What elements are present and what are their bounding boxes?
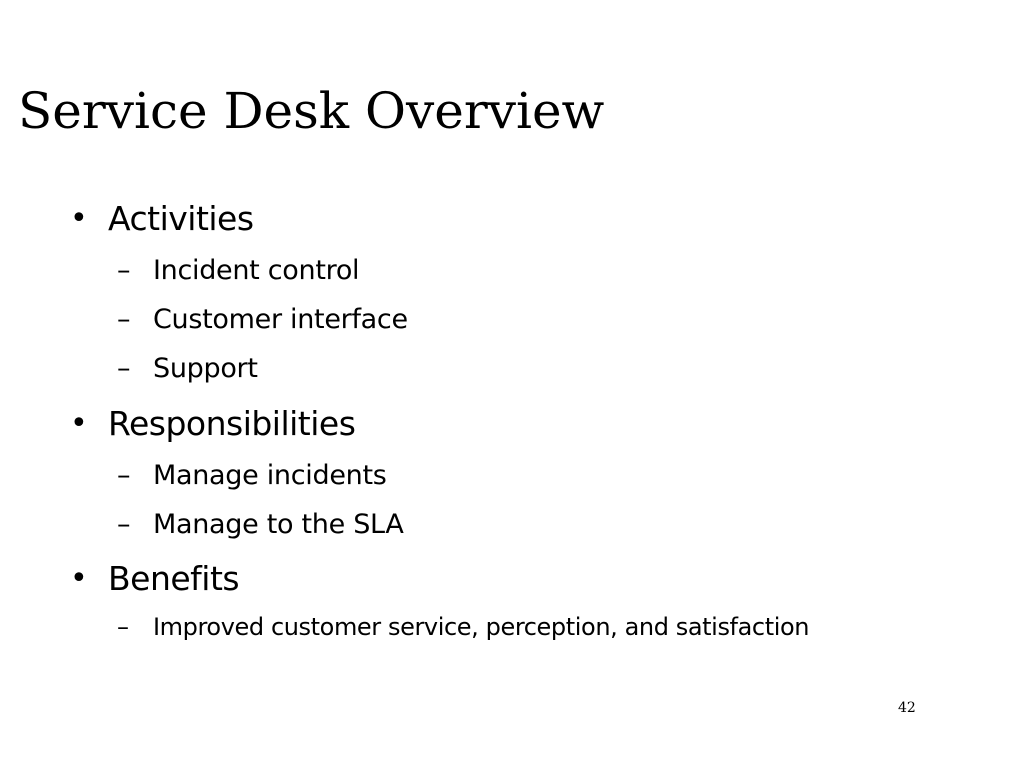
dash-icon: – — [117, 304, 131, 335]
slide-title: Service Desk Overview — [18, 82, 605, 140]
dash-icon: – — [117, 353, 131, 384]
dash-icon: – — [117, 509, 131, 540]
bullet-label: Activities — [108, 199, 254, 238]
dash-icon: – — [117, 613, 129, 641]
subbullet-label: Support — [153, 353, 258, 384]
subbullet-label: Customer interface — [153, 304, 408, 335]
subbullet-label: Incident control — [153, 255, 360, 286]
bullet-label: Responsibilities — [108, 404, 356, 443]
subbullet-label: Improved customer service, perception, and satisfaction — [153, 613, 810, 641]
subbullet-label: Manage incidents — [153, 460, 387, 491]
bullet-icon: • — [70, 406, 88, 441]
dash-icon: – — [117, 460, 131, 491]
bullet-icon: • — [70, 201, 88, 236]
page-number: 42 — [898, 700, 916, 716]
subbullet-label: Manage to the SLA — [153, 509, 404, 540]
dash-icon: – — [117, 255, 131, 286]
bullet-icon: • — [70, 561, 88, 596]
bullet-label: Benefits — [108, 559, 240, 598]
